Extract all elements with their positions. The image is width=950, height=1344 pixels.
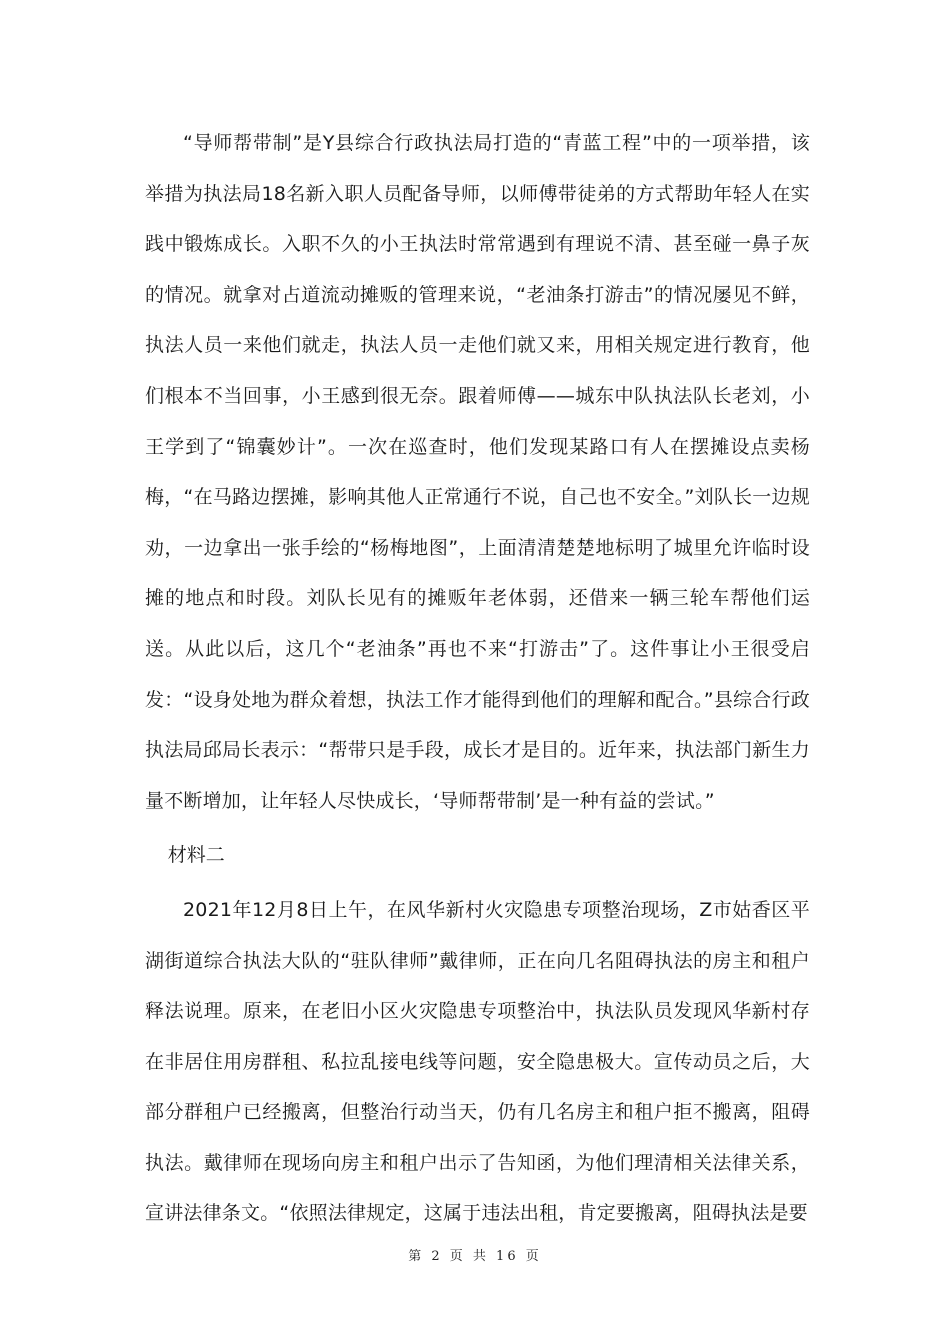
- page-number-footer: 第 2 页 共 16 页: [408, 1249, 542, 1264]
- document-body: [145, 118, 810, 1239]
- section-heading-material-two: 材料二: [167, 844, 225, 867]
- paragraph-resident-lawyer: 2021年12月8日上午，在风华新村火灾隐患专项整治现场，Z市姑香区平湖街道综合执法大队的“驻队律师”戴律师，正在向几名阻碍执法的房主和租户释法说理。原来，在老旧小区火灾隐患专项整治中，执法队员发现风华新村存在非居住用房群租、私拉乱接电线等问题，安全隐患极大。宣传动员之后，大部分群租户已经搬离，但整治行动当天，仍有几名房主和租户拒不搬离，阻碍执法。戴律师在现场向房主和租户出示了告知函，为他们理清相关法律关系，宣讲法律条文。“依照法律规定，这属于违法出租，肯定要搬离，阻碍执法是要: [145, 898, 810, 1225]
- paragraph-mentor-system: “导师帮带制”是Y县综合行政执法局打造的“青蓝工程”中的一项举措，该举措为执法局18名新入职人员配备导师，以师傅带徒弟的方式帮助年轻人在实践中锻炼成长。入职不久的小王执法时常常遇到有理说不清、甚至碰一鼻子灰的情况。就拿对占道流动摊贩的管理来说，“老油条打游击”的情况屡见不鲜，执法人员一来他们就走，执法人员一走他们就又来，用相关规定进行教育，他们根本不当回事，小王感到很无奈。跟着师傅——城东中队执法队长老刘，小王学到了“锦囊妙计”。一次在巡查时，他们发现某路口有人在摆摊设点卖杨梅，“在马路边摆摊，影响其他人正常通行不说，自己也不安全。”刘队长一边规劝，一边拿出一张手绘的“杨梅地图”，上面清清楚楚地标明了城里允许临时设摊的地点和时段。刘队长见有的摊贩年老体弱，还借来一辆三轮车帮他们运送。从此以后，这几个“老油条”再也不来“打游击”了。这件事让小王很受启发：“设身处地为群众着想，执法工作才能得到他们的理解和配合。”县综合行政执法局邱局长表示：“帮带只是手段，成长才是目的。近年来，执法部门新生力量不断增加，让年轻人尽快成长，‘导师帮带制’是一种有益的尝试。”: [145, 132, 810, 812]
